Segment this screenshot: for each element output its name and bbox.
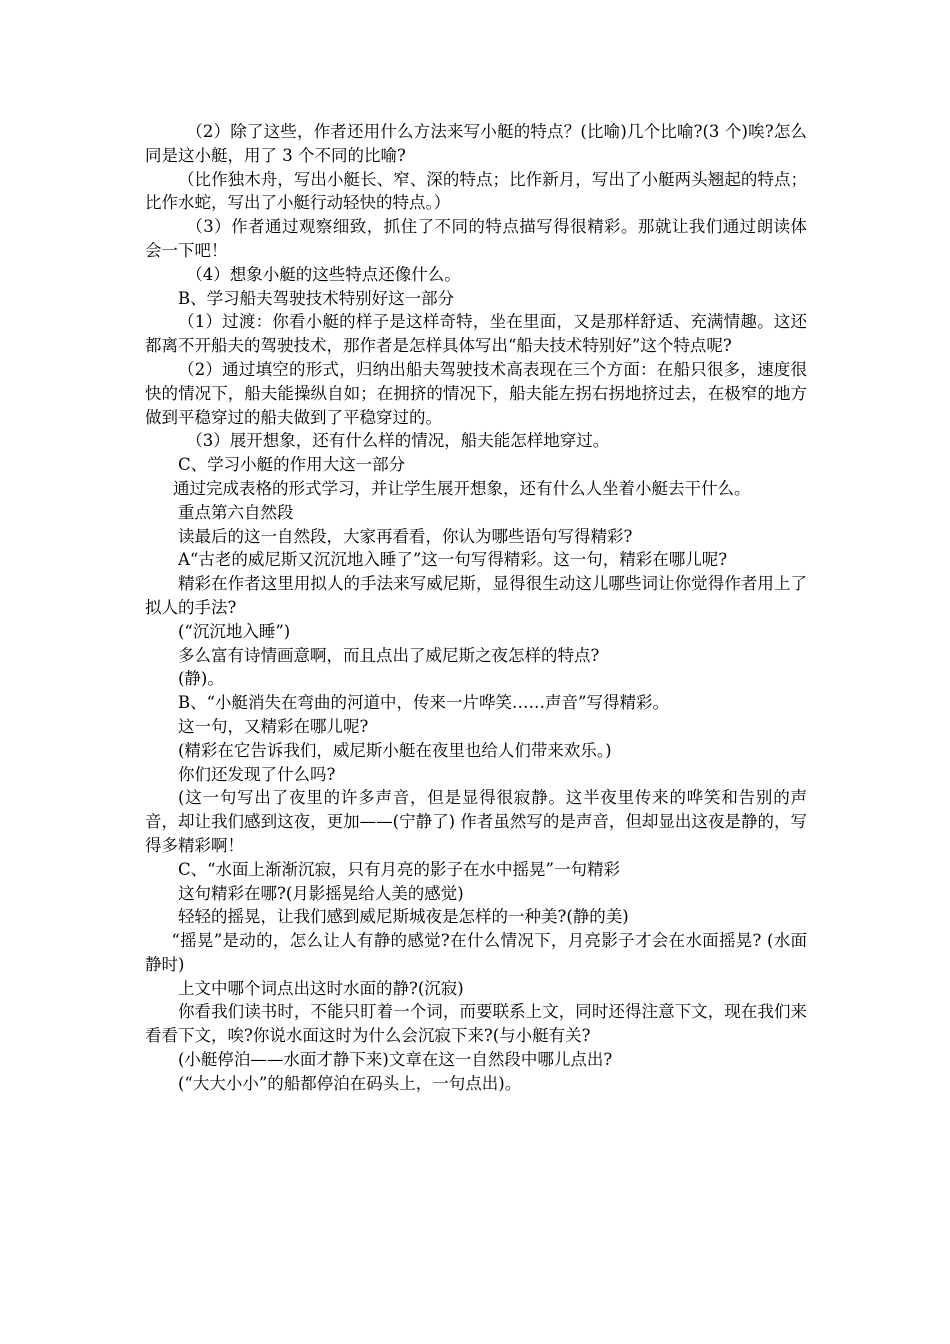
paragraph: 轻轻的摇晃，让我们感到威尼斯城夜是怎样的一种美?(静的美) [178, 907, 629, 927]
paragraph: (“大大小小”的船都停泊在码头上，一句点出)。 [178, 1073, 522, 1093]
paragraph: (静)。 [178, 669, 224, 689]
section-heading: 重点第六自然段 [178, 502, 294, 522]
paragraph: 这句精彩在哪?(月影摇晃给人美的感觉) [178, 883, 464, 903]
paragraph: C、“水面上渐渐沉寂，只有月亮的影子在水中摇晃”一句精彩 [178, 859, 620, 879]
section-heading: B、学习船夫驾驶技术特别好这一部分 [178, 288, 455, 308]
paragraph: “摇晃”是动的，怎么让人有静的感觉?在什么情况下，月亮影子才会在水面摇晃? (水面静时) [145, 931, 807, 974]
paragraph: 你看我们读书时，不能只盯着一个词，而要联系上文，同时还得注意下文，现在我们来看看下文，唉?你说水面这时为什么会沉寂下来?(与小艇有关? [145, 1002, 807, 1046]
paragraph: （2）除了这些，作者还用什么方法来写小艇的特点？(比喻)几个比喻?(3 个)唉?怎么同是这小艇，用了 3 个不同的比喻? [145, 122, 807, 165]
paragraph: （1）过渡：你看小艇的样子是这样奇特，坐在里面，又是那样舒适、充满情趣。这还都离不开船夫的驾驶技术，那作者是怎样具体写出“船夫技术特别好”这个特点呢? [145, 312, 807, 356]
paragraph: （3）作者通过观察细致，抓住了不同的特点描写得很精彩。那就让我们通过朗读体会一下吧！ [145, 217, 807, 260]
paragraph: 这一句，又精彩在哪儿呢? [178, 716, 369, 736]
paragraph: A“古老的威尼斯又沉沉地入睡了”这一句写得精彩。这一句，精彩在哪儿呢? [178, 550, 728, 570]
paragraph: 通过完成表格的形式学习，并让学生展开想象，还有什么人坐着小艇去干什么。 [173, 478, 751, 498]
paragraph: （比作独木舟，写出小艇长、窄、深的特点；比作新月，写出了小艇两头翘起的特点；比作水蛇，写出了小艇行动轻快的特点。） [145, 169, 807, 213]
paragraph: (精彩在它告诉我们，威尼斯小艇在夜里也给人们带来欢乐。) [178, 740, 612, 760]
paragraph: (“沉沉地入睡”) [178, 621, 291, 641]
paragraph: 精彩在作者这里用拟人的手法来写威尼斯，显得很生动这儿哪些词让你觉得作者用上了拟人的手法? [145, 574, 807, 617]
paragraph: （2）通过填空的形式，归纳出船夫驾驶技术高表现在三个方面：在船只很多，速度很快的情况下，船夫能操纵自如；在拥挤的情况下，船夫能左拐右拐地挤过去，在极窄的地方做到平稳穿过的船夫做到了平稳穿过的。 [145, 359, 807, 427]
paragraph: （3）展开想象，还有什么样的情况，船夫能怎样地穿过。 [186, 431, 610, 451]
paragraph: （4）想象小艇的这些特点还像什么。 [186, 264, 461, 284]
section-heading: C、学习小艇的作用大这一部分 [178, 455, 406, 475]
paragraph: 读最后的这一自然段，大家再看看，你认为哪些语句写得精彩? [178, 526, 633, 546]
paragraph: 多么富有诗情画意啊，而且点出了威尼斯之夜怎样的特点? [178, 645, 600, 665]
document-body [145, 120, 807, 1096]
paragraph: (这一句写出了夜里的许多声音，但是显得很寂静。这半夜里传来的哗笑和告别的声音，却让我们感到这夜，更加——(宁静了) 作者虽然写的是声音，但却显出这夜是静的，写得多精彩啊！ [145, 788, 807, 855]
paragraph: B、“小艇消失在弯曲的河道中，传来一片哗笑……声音”写得精彩。 [178, 693, 669, 713]
paragraph: 上文中哪个词点出这时水面的静?(沉寂) [178, 978, 464, 998]
paragraph: (小艇停泊——水面才静下来)文章在这一自然段中哪儿点出? [178, 1050, 613, 1070]
paragraph: 你们还发现了什么吗? [178, 764, 336, 784]
